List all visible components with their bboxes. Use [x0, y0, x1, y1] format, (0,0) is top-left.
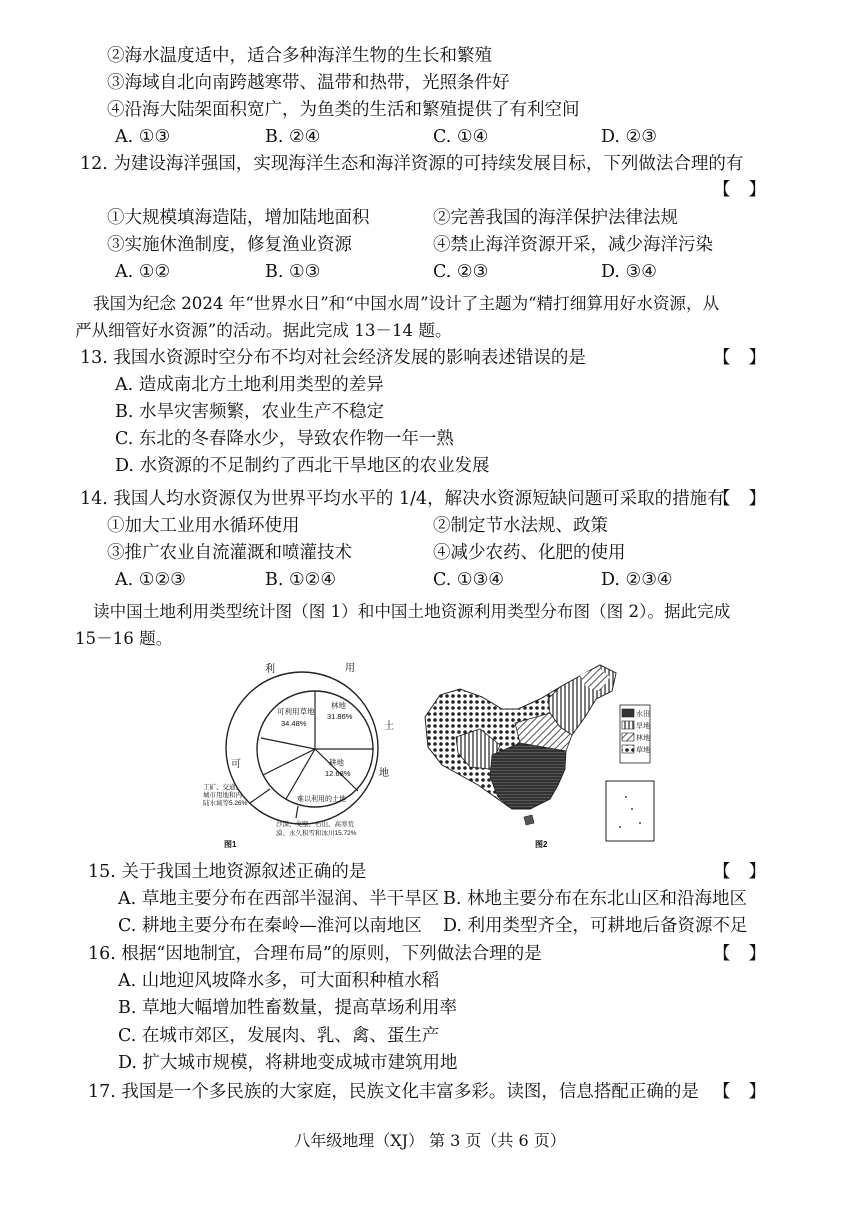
q14-option-d: D. ②③④ — [601, 570, 673, 590]
q14-item-2: ②制定节水法规、政策 — [433, 516, 608, 536]
q16-option-d: D. 扩大城市规模，将耕地变成城市建筑用地 — [118, 1053, 458, 1073]
q11-option-a: A. ①③ — [115, 127, 171, 147]
ring-label-tu: 土 — [384, 721, 394, 732]
arable-value: 12.68% — [325, 769, 351, 778]
q15-stem: 15. 关于我国土地资源叙述正确的是 — [88, 862, 367, 882]
q13-option-c: C. 东北的冬春降水少，导致农作物一年一熟 — [115, 429, 454, 449]
intro-15-line-2: 15－16 题。 — [75, 629, 173, 648]
built-label-2: 城市用地和内 — [203, 792, 242, 799]
q14-item-4: ④减少农药、化肥的使用 — [433, 543, 626, 563]
q14-item-1: ①加大工业用水循环使用 — [107, 516, 300, 536]
south-china-sea-inset — [606, 781, 654, 841]
ring-label-ke: 可 — [231, 759, 241, 770]
q17-answer-bracket: 【】 — [713, 1082, 784, 1102]
q15-option-c: C. 耕地主要分布在秦岭—淮河以南地区 — [118, 916, 422, 936]
q12-option-d: D. ③④ — [601, 262, 657, 282]
intro-13-line-2: 严从细管好水资源”的活动。据此完成 13－14 题。 — [75, 321, 452, 340]
legend-forest: 林地 — [636, 735, 650, 742]
legend-grassland: 草地 — [636, 747, 650, 754]
ring-label-li: 利 — [265, 664, 275, 675]
grass-label: 可利用草地 — [277, 707, 315, 716]
q16-option-c: C. 在城市郊区，发展肉、乳、禽、蛋生产 — [118, 1026, 440, 1046]
figure-2-land-distribution-map — [420, 657, 670, 849]
desert-label-2: 漠、永久积雪和冰川15.72% — [276, 830, 357, 837]
ring-label-di: 地 — [379, 768, 389, 779]
q16-option-b: B. 草地大幅增加牲畜数量，提高草场利用率 — [118, 998, 457, 1018]
q14-item-3: ③推广农业自流灌溉和喷灌技术 — [107, 543, 352, 563]
intro-13-line-1: 我国为纪念 2024 年“世界水日”和“中国水周”设计了主题为“精打细算用好水资源，从 — [93, 294, 720, 313]
figure-2-caption: 图2 — [535, 840, 548, 849]
q14-option-c: C. ①③④ — [433, 570, 504, 590]
q15-option-d: D. 利用类型齐全，可耕地后备资源不足 — [443, 916, 748, 936]
q13-stem: 13. 我国水资源时空分布不均对社会经济发展的影响表述错误的是 — [80, 348, 586, 368]
grass-value: 34.48% — [281, 719, 307, 728]
intro-15-line-1: 读中国土地利用类型统计图（图 1）和中国土地资源利用类型分布图（图 2）。据此完成 — [93, 602, 731, 621]
q13-option-d: D. 水资源的不足制约了西北干旱地区的农业发展 — [115, 456, 490, 476]
ring-label-yong: 用 — [345, 663, 355, 674]
q12-item-3: ③实施休渔制度，修复渔业资源 — [107, 235, 352, 255]
figure-1-caption: 图1 — [224, 840, 237, 849]
q11-option-c: C. ①④ — [433, 127, 489, 147]
q15-option-a: A. 草地主要分布在西部半湿润、半干旱区 — [118, 889, 440, 909]
page-footer: 八年级地理（XJ） 第 3 页（共 6 页） — [294, 1131, 566, 1150]
legend-paddy: 水田 — [636, 711, 650, 718]
figure-1-land-use-chart — [198, 656, 408, 851]
forest-label: 林地 — [331, 701, 346, 710]
legend-dryland: 旱地 — [636, 723, 650, 730]
q14-option-b: B. ①②④ — [265, 570, 337, 590]
q11-item-4: ④沿海大陆架面积宽广，为鱼类的生活和繁殖提供了有利空间 — [107, 100, 580, 120]
q12-option-b: B. ①③ — [265, 262, 321, 282]
q13-option-a: A. 造成南北方土地利用类型的差异 — [115, 375, 384, 395]
q12-option-a: A. ①② — [115, 262, 171, 282]
q12-answer-bracket: 【】 — [713, 180, 784, 200]
q11-option-d: D. ②③ — [601, 127, 657, 147]
q16-stem: 16. 根据“因地制宜，合理布局”的原则，下列做法合理的是 — [88, 944, 542, 964]
q12-stem: 12. 为建设海洋强国，实现海洋生态和海洋资源的可持续发展目标，下列做法合理的有 — [80, 154, 744, 174]
hard-land-label: 难以利用的土地 — [297, 796, 346, 803]
q11-option-b: B. ②④ — [265, 127, 321, 147]
q12-item-4: ④禁止海洋资源开采，减少海洋污染 — [433, 235, 713, 255]
q11-item-3: ③海域自北向南跨越寒带、温带和热带，光照条件好 — [107, 73, 510, 93]
q14-stem: 14. 我国人均水资源仅为世界平均水平的 1/4，解决水资源短缺问题可采取的措施有 — [80, 489, 725, 509]
q16-option-a: A. 山地迎风坡降水多，可大面积种植水稻 — [118, 971, 440, 991]
desert-label-1: 沙漠、戈壁、石山、高寒荒 — [276, 821, 354, 828]
built-label-3: 陆水域等5.26% — [203, 800, 248, 807]
q16-answer-bracket: 【】 — [713, 944, 784, 964]
q15-option-b: B. 林地主要分布在东北山区和沿海地区 — [443, 889, 747, 909]
arable-label: 耕地 — [329, 758, 344, 767]
q13-answer-bracket: 【】 — [713, 348, 784, 368]
q12-item-1: ①大规模填海造陆，增加陆地面积 — [107, 208, 370, 228]
q13-option-b: B. 水旱灾害频繁，农业生产不稳定 — [115, 402, 384, 422]
q12-option-c: C. ②③ — [433, 262, 489, 282]
q17-stem: 17. 我国是一个多民族的大家庭，民族文化丰富多彩。读图，信息搭配正确的是 — [88, 1082, 699, 1102]
built-label-1: 工矿、交通、 — [203, 784, 242, 791]
q12-item-2: ②完善我国的海洋保护法律法规 — [433, 208, 678, 228]
q11-item-2: ②海水温度适中，适合多种海洋生物的生长和繁殖 — [107, 46, 492, 66]
q15-answer-bracket: 【】 — [713, 862, 784, 882]
q14-answer-bracket: 【】 — [713, 489, 784, 509]
q14-option-a: A. ①②③ — [115, 570, 186, 590]
forest-value: 31.86% — [327, 712, 353, 721]
